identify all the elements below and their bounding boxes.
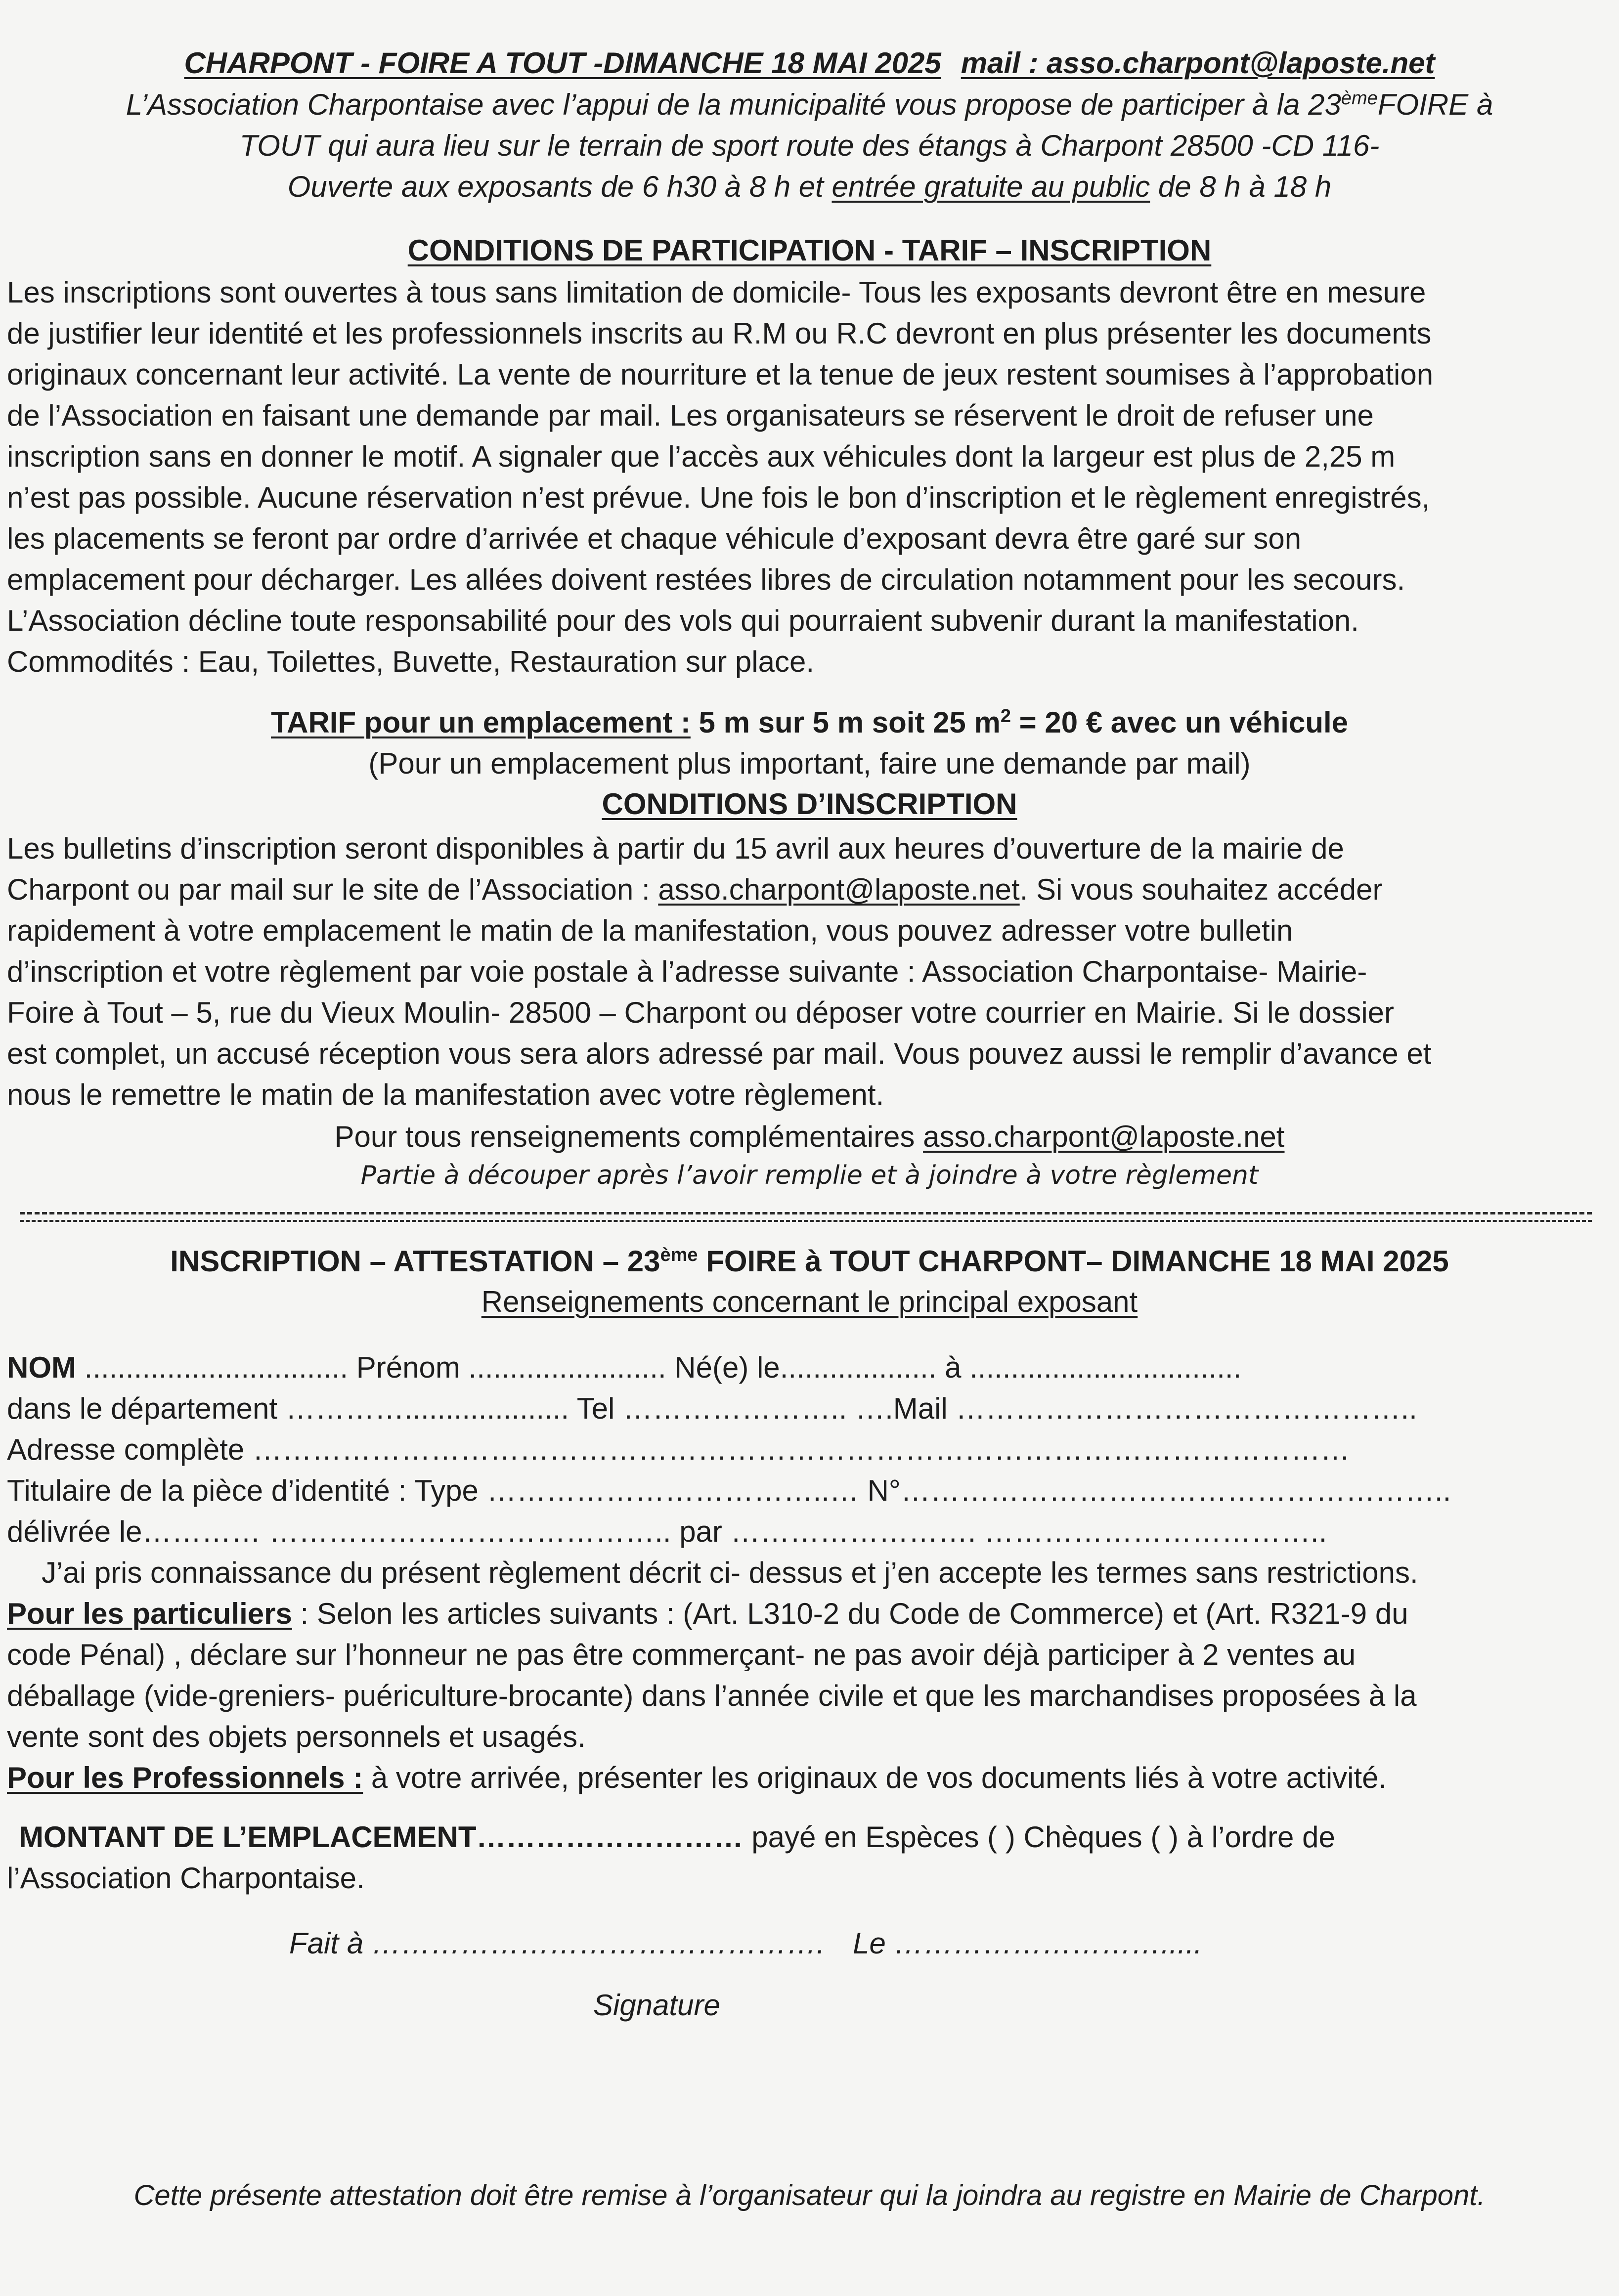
paragraph-line: Foire à Tout – 5, rue du Vieux Moulin- 28500 – Charpont ou déposer votre courrier en Mairie. Si le dossier	[7, 996, 1394, 1029]
form-fields	[7, 1347, 1609, 1552]
field-label: Prénom	[356, 1351, 460, 1384]
paragraph-line: l’Association Charpontaise.	[7, 1862, 365, 1895]
paragraph-line: emplacement pour décharger. Les allées doivent restées libres de circulation notamment pour les secours.	[7, 563, 1405, 596]
date-field[interactable]: ……………………….....	[885, 1927, 1202, 1960]
cut-line	[20, 1212, 1592, 1214]
paragraph-line: déballage (vide-greniers- puériculture-brocante) dans l’année civile et que les marchandises proposées à la	[7, 1679, 1417, 1712]
inscription-heading: CONDITIONS D’INSCRIPTION	[602, 787, 1017, 821]
intro-text: L’Association Charpontaise avec l’appui de la municipalité vous propose de participer à la 23	[126, 88, 1341, 121]
inscription-paragraph	[7, 828, 1609, 1115]
paragraph-line: nous le remettre le matin de la manifestation avec votre règlement.	[7, 1078, 884, 1111]
paragraph-line: Commodités : Eau, Toilettes, Buvette, Restauration sur place.	[7, 645, 815, 678]
superscript: ème	[660, 1245, 698, 1265]
tarif-value: = 20 € avec un véhicule	[1010, 706, 1349, 739]
signature-label: Signature	[593, 1989, 720, 2022]
department-field[interactable]: …………....................	[277, 1392, 577, 1425]
tarif-value: 5 m sur 5 m soit 25 m	[690, 706, 1001, 739]
fait-a-field[interactable]: ……………………………………….	[363, 1927, 833, 1960]
particuliers-label: Pour les particuliers	[7, 1597, 292, 1630]
header-title: CHARPONT - FOIRE A TOUT -DIMANCHE 18 MAI 2025	[184, 46, 941, 80]
acceptance-text: J’ai pris connaissance du présent règlement décrit ci- dessus et j’en accepte les termes sans restrictions.	[42, 1556, 1418, 1589]
paragraph-line	[7, 1817, 1609, 1858]
payment-method-text[interactable]: payé en Espèces ( ) Chèques ( ) à l’ordre de	[743, 1820, 1335, 1854]
text: : Selon les articles suivants : (Art. L310-2 du Code de Commerce) et (Art. R321-9 du	[292, 1597, 1408, 1630]
text: à votre arrivée, présenter les originaux de vos documents liés à votre activité.	[363, 1761, 1387, 1794]
info-line	[0, 1116, 1619, 1158]
paragraph-line: inscription sans en donner le motif. A signaler que l’accès aux véhicules dont la largeur est plus de 2,25 m	[7, 440, 1396, 473]
field-label: à	[945, 1351, 962, 1384]
paragraph-line: de l’Association en faisant une demande par mail. Les organisateurs se réservent le droit de refuser une	[7, 399, 1374, 432]
field-label: par	[679, 1515, 722, 1548]
paragraph-line: L’Association décline toute responsabilité pour des vols qui pourraient subvenir durant la manifestation.	[7, 604, 1359, 637]
free-entry-text: entrée gratuite au public	[831, 170, 1150, 203]
field-label: dans le département	[7, 1392, 278, 1425]
intro-text: Ouverte aux exposants de 6 h30 à 8 h et	[287, 170, 832, 203]
paragraph-line	[7, 869, 1609, 910]
form-subtitle: Renseignements concernant le principal exposant	[481, 1285, 1138, 1318]
intro-line-2: TOUT qui aura lieu sur le terrain de sport route des étangs à Charpont 28500 -CD 116-	[239, 129, 1380, 162]
issued-by-field[interactable]: ……………………. ……………………………..	[722, 1515, 1327, 1548]
cut-line	[20, 1220, 1592, 1222]
tel-field[interactable]: ………………….. ….	[614, 1392, 893, 1425]
paragraph-line: code Pénal) , déclare sur l’honneur ne pas être commerçant- ne pas avoir déjà participer à 2 ventes au	[7, 1638, 1356, 1671]
tarif-note: (Pour un emplacement plus important, faire une demande par mail)	[368, 747, 1251, 780]
field-label: Adresse complète	[7, 1433, 245, 1466]
intro-text: FOIRE à	[1377, 88, 1493, 121]
paragraph-line: originaux concernant leur activité. La vente de nourriture et la tenue de jeux restent soumises à l’approbation	[7, 358, 1434, 391]
field-label: NOM	[7, 1351, 76, 1384]
tarif-label: TARIF pour un emplacement :	[270, 706, 691, 739]
field-label: Mail	[893, 1392, 948, 1425]
email-link[interactable]: asso.charpont@laposte.net	[923, 1120, 1285, 1153]
field-label: Le	[853, 1927, 886, 1960]
field-label: Fait à	[289, 1927, 364, 1960]
paragraph-line: Les bulletins d’inscription seront disponibles à partir du 15 avril aux heures d’ouverture de la mairie de	[7, 832, 1344, 865]
prenom-field[interactable]: ........................	[460, 1351, 675, 1384]
field-label: délivrée le	[7, 1515, 142, 1548]
montant-field[interactable]: MONTANT DE L’EMPLACEMENT………………………	[19, 1820, 744, 1854]
field-row	[7, 1511, 1609, 1552]
email-link[interactable]: asso.charpont@laposte.net	[658, 873, 1020, 906]
form-title	[0, 1241, 1619, 1282]
text: Pour tous renseignements complémentaires	[334, 1120, 923, 1153]
text: Charpont ou par mail sur le site de l’Association :	[7, 873, 658, 906]
fait-line	[289, 1923, 1476, 1964]
paragraph-line	[7, 1757, 1609, 1798]
field-label: N°	[867, 1474, 901, 1507]
id-number-field[interactable]: ………………………………………………..	[900, 1474, 1451, 1507]
text: FOIRE à TOUT CHARPONT– DIMANCHE 18 MAI 2025	[698, 1245, 1449, 1278]
text: . Si vous souhaitez accéder	[1019, 873, 1383, 906]
paragraph-line: d’inscription et votre règlement par voie postale à l’adresse suivante : Association Charpontaise- Mairie-	[7, 955, 1367, 988]
text: INSCRIPTION – ATTESTATION – 23	[170, 1245, 660, 1278]
field-label: Tel	[576, 1392, 615, 1425]
birthdate-field[interactable]: ...................	[780, 1351, 945, 1384]
header-title-line	[0, 43, 1619, 84]
paragraph-line	[7, 1593, 1609, 1634]
paragraph-line: est complet, un accusé réception vous sera alors adressé par mail. Vous pouvez aussi le remplir d’avance et	[7, 1037, 1432, 1070]
field-label: Titulaire de la pièce d’identité : Type	[7, 1474, 479, 1507]
field-row	[7, 1429, 1609, 1470]
pros-label: Pour les Professionnels :	[7, 1761, 363, 1794]
intro-text: de 8 h à 18 h	[1150, 170, 1332, 203]
mail-field[interactable]: ………………………………………..	[947, 1392, 1417, 1425]
field-row	[7, 1388, 1609, 1429]
field-row	[7, 1347, 1609, 1388]
paragraph-line: de justifier leur identité et les professionnels inscrits au R.M ou R.C devront en plus présenter les documents	[7, 317, 1432, 350]
id-type-field[interactable]: ……………………………..…	[478, 1474, 868, 1507]
conditions-paragraph	[7, 272, 1609, 682]
birthplace-field[interactable]: .................................	[961, 1351, 1242, 1384]
nom-field[interactable]: ................................	[76, 1351, 356, 1384]
paragraph-line: vente sont des objets personnels et usagés.	[7, 1720, 586, 1753]
tarif-line	[0, 702, 1619, 743]
address-field[interactable]: …………………………………………………………………………………………………	[244, 1433, 1350, 1466]
field-label: Né(e) le	[674, 1351, 780, 1384]
field-row	[7, 1470, 1609, 1511]
cut-note: Partie à découper après l’avoir remplie et à joindre à votre règlement	[360, 1161, 1259, 1190]
intro-line-3	[0, 166, 1619, 208]
footer-note: Cette présente attestation doit être remise à l’organisateur qui la joindra au registre en Mairie de Charpont.	[133, 2179, 1486, 2211]
paragraph-line: les placements se feront par ordre d’arrivée et chaque véhicule d’exposant devra être garé sur son	[7, 522, 1302, 555]
intro-line-1	[0, 84, 1619, 126]
paragraph-line: n’est pas possible. Aucune réservation n’est prévue. Une fois le bon d’inscription et le règlement enregistrés,	[7, 481, 1430, 514]
issue-date-field[interactable]: ………… …………………………………..	[142, 1515, 680, 1548]
header-mail: mail : asso.charpont@laposte.net	[961, 46, 1435, 80]
superscript: ème	[1341, 88, 1378, 109]
conditions-heading: CONDITIONS DE PARTICIPATION - TARIF – INSCRIPTION	[407, 234, 1212, 267]
particuliers-paragraph	[7, 1593, 1609, 1798]
superscript: 2	[1000, 706, 1011, 727]
montant-paragraph	[7, 1817, 1609, 1899]
paragraph-line: Les inscriptions sont ouvertes à tous sans limitation de domicile- Tous les exposants devront être en mesure	[7, 276, 1426, 309]
paragraph-line: rapidement à votre emplacement le matin de la manifestation, vous pouvez adresser votre bulletin	[7, 914, 1293, 947]
